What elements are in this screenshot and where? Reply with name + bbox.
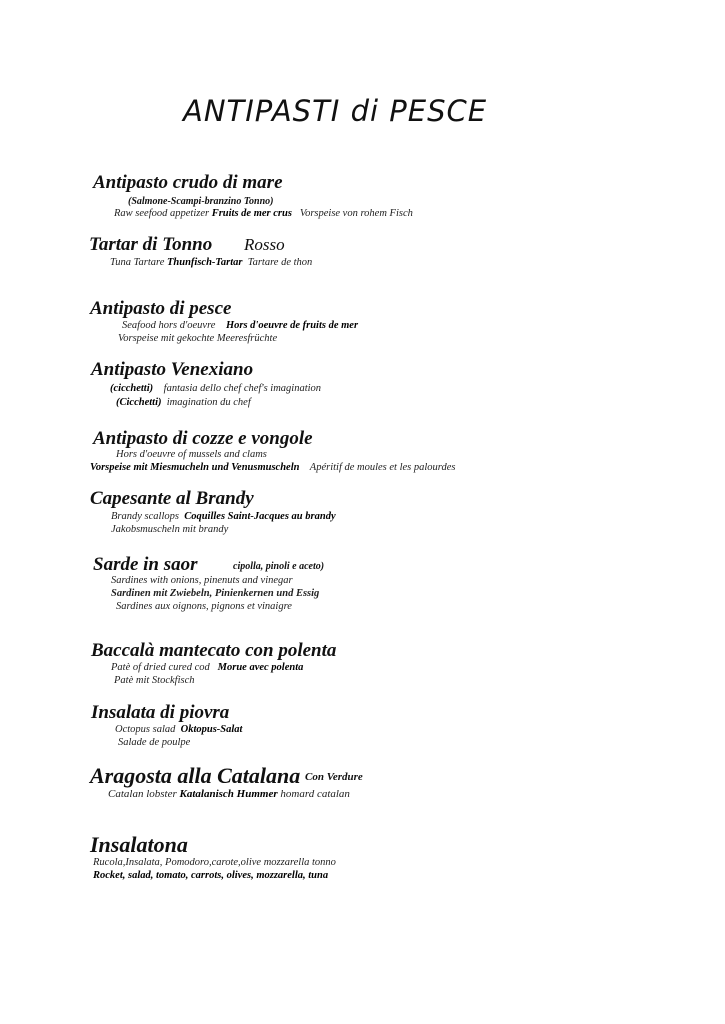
dish-translations: Raw seefood appetizer Fruits de mer crus Vorspeise von rohem Fisch <box>114 208 413 219</box>
dish-name: Tartar di Tonno <box>89 234 213 255</box>
dish-translations: Patè of dried cured cod Morue avec polenta <box>111 662 304 673</box>
dish-extra: Con Verdure <box>305 771 363 783</box>
dish-name: Antipasto Venexiano <box>91 359 254 380</box>
dish-translations: Sardines with onions, pinenuts and vinegar <box>111 575 293 586</box>
dish-translations: Jakobsmuscheln mit brandy <box>111 524 229 535</box>
dish-name: Capesante al Brandy <box>90 488 254 509</box>
dish-translations: Vorspeise mit gekochte Meeresfrüchte <box>118 333 278 344</box>
dish-translations: Sardines aux oignons, pignons et vinaigre <box>116 601 292 612</box>
dish-name: Baccalà mantecato con polenta <box>91 640 337 661</box>
dish-translations: Sardinen mit Zwiebeln, Pinienkernen und Essig <box>111 588 320 599</box>
dish-extra: Rosso <box>244 235 285 254</box>
dish-translations: Hors d'oeuvre of mussels and clams <box>116 449 267 460</box>
dish-extra: cipolla, pinoli e aceto) <box>233 561 325 572</box>
dish-name: Insalata di piovra <box>91 702 230 723</box>
dish-translations: Seafood hors d'oeuvre Hors d'oeuvre de fruits de mer <box>122 320 359 331</box>
dish-translations: Patè mit Stockfisch <box>114 675 195 686</box>
dish-name: Antipasto di cozze e vongole <box>93 428 313 449</box>
dish-name: Antipasto di pesce <box>90 298 232 319</box>
dish-ingredients: (Salmone-Scampi-branzino Tonno) <box>128 196 274 207</box>
dish-translations: Vorspeise mit Miesmucheln und Venusmuscheln Apéritif de moules et les palourdes <box>90 462 456 473</box>
page-title: ANTIPASTI di PESCE <box>183 94 488 128</box>
dish-translations: Brandy scallops Coquilles Saint-Jacques au brandy <box>111 511 336 522</box>
dish-translations: Tuna Tartare Thunfisch-Tartar Tartare de thon <box>110 257 313 268</box>
dish-name: Antipasto crudo di mare <box>93 172 283 193</box>
dish-name: Insalatona <box>90 832 188 857</box>
dish-translations: Rocket, salad, tomato, carrots, olives, mozzarella, tuna <box>93 870 329 881</box>
dish-translations: (cicchetti) fantasia dello chef chef's imagination <box>110 383 322 394</box>
dish-translations: Octopus salad Oktopus-Salat <box>115 724 243 735</box>
dish-name: Aragosta alla Catalana <box>90 763 301 788</box>
dish-ingredients: Rucola,Insalata, Pomodoro,carote,olive mozzarella tonno <box>93 857 336 868</box>
dish-name: Sarde in saor <box>93 554 198 575</box>
dish-translations: Salade de poulpe <box>118 737 191 748</box>
dish-translations: Catalan lobster Katalanisch Hummer homard catalan <box>108 788 350 800</box>
dish-translations: (Cicchetti) imagination du chef <box>116 397 251 408</box>
